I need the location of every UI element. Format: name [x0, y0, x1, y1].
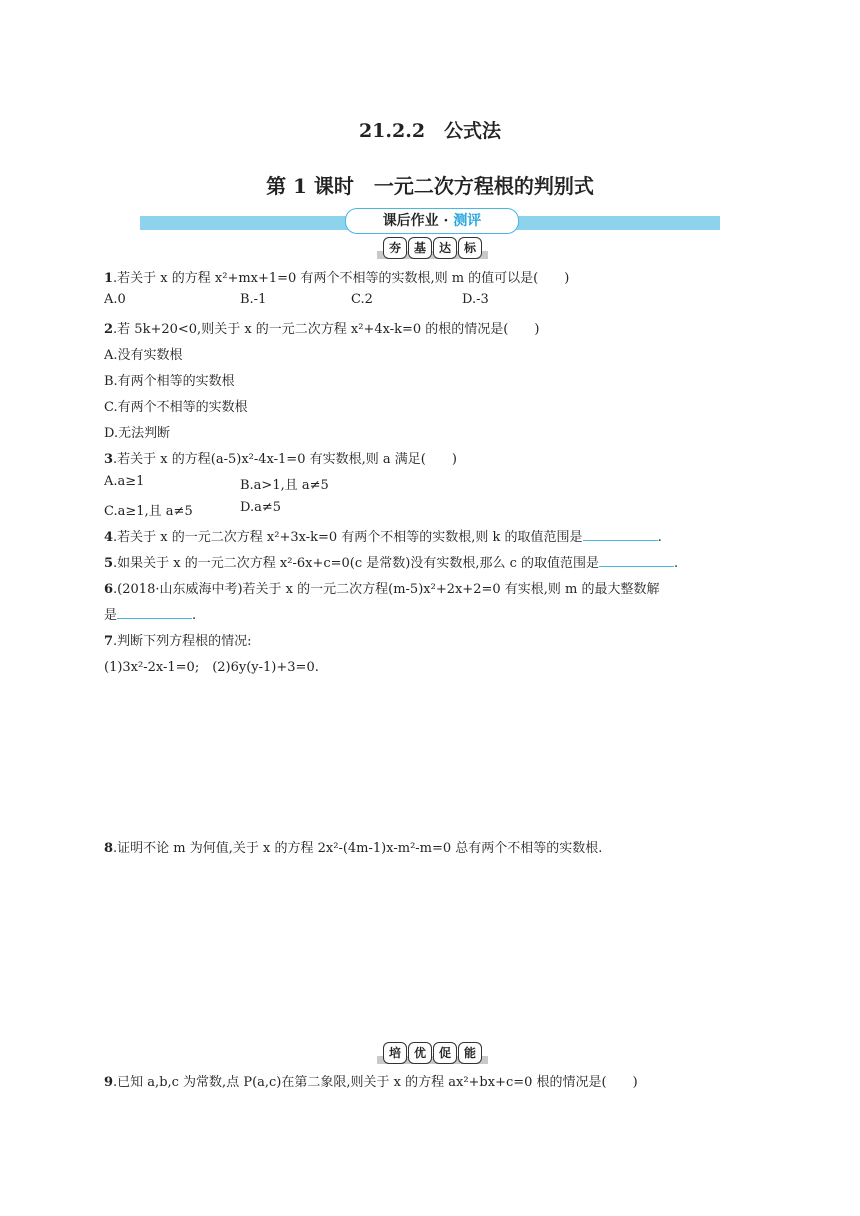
option-d: D.a≠5: [240, 500, 282, 515]
option-b: B.-1: [240, 292, 267, 307]
header-char: 促: [433, 1042, 457, 1064]
question-6: [104, 578, 660, 597]
option-c: C.a≥1,且 a≠5: [104, 504, 193, 519]
question-6-line-2: [104, 604, 196, 623]
option-d: D.-3: [462, 292, 489, 307]
question-text: .(2018·山东威海中考)若关于 x 的一元二次方程(m-5)x²+2x+2=0 有实根,则 m 的最大整数解: [113, 582, 660, 597]
question-text: .判断下列方程根的情况:: [113, 634, 252, 649]
question-number: 5: [104, 556, 114, 571]
question-8: [104, 837, 602, 856]
advanced-section-header: [383, 1042, 482, 1064]
question-tail: .: [192, 608, 197, 623]
option-a: A.a≥1: [104, 474, 145, 489]
answer-blank[interactable]: [117, 606, 192, 619]
question-text: .若 5k+20<0,则关于 x 的一元二次方程 x²+4x-k=0 的根的情况是( ): [113, 322, 540, 337]
section-title: 21.2.2 公式法: [358, 120, 502, 142]
question-number: 4: [104, 530, 114, 545]
header-char: 优: [408, 1042, 432, 1064]
header-char: 培: [383, 1042, 407, 1064]
basic-section-header: [383, 237, 482, 259]
option-a: A.没有实数根: [104, 348, 183, 363]
question-3: [104, 448, 457, 467]
question-text: .若关于 x 的方程 x²+mx+1=0 有两个不相等的实数根,则 m 的值可以是( ): [113, 271, 570, 286]
question-text: .已知 a,b,c 为常数,点 P(a,c)在第二象限,则关于 x 的方程 ax²+bx+c=0 根的情况是( ): [113, 1075, 638, 1090]
header-char: 达: [433, 237, 457, 259]
question-4: [104, 526, 662, 545]
question-1: [104, 267, 569, 286]
question-7: [104, 630, 252, 649]
question-tail: .: [657, 530, 662, 545]
option-c: C.有两个不相等的实数根: [104, 400, 248, 415]
answer-blank[interactable]: [599, 554, 674, 567]
question-7-subparts: (1)3x²-2x-1=0; (2)6y(y-1)+3=0.: [104, 660, 319, 675]
question-text: 是: [104, 608, 118, 623]
option-a: A.0: [104, 292, 126, 307]
question-5: [104, 552, 678, 571]
question-number: 2: [104, 322, 114, 337]
homework-banner-accent: 测评: [453, 213, 482, 229]
question-text: .证明不论 m 为何值,关于 x 的方程 2x²-(4m-1)x-m²-m=0 总有两个不相等的实数根.: [113, 841, 603, 856]
question-number: 1: [104, 271, 114, 286]
homework-banner-text: 课后作业 ·: [382, 213, 454, 229]
answer-blank[interactable]: [583, 528, 658, 541]
homework-banner: [345, 208, 519, 234]
lesson-title: 第 1 课时 一元二次方程根的判别式: [266, 174, 594, 198]
question-2: [104, 318, 539, 337]
option-d: D.无法判断: [104, 426, 171, 441]
question-text: .如果关于 x 的一元二次方程 x²-6x+c=0(c 是常数)没有实数根,那么 c 的取值范围是: [113, 556, 600, 571]
question-number: 9: [104, 1075, 114, 1090]
question-text: .若关于 x 的一元二次方程 x²+3x-k=0 有两个不相等的实数根,则 k 的取值范围是: [113, 530, 583, 545]
option-b: B.有两个相等的实数根: [104, 374, 235, 389]
option-b: B.a>1,且 a≠5: [240, 478, 329, 493]
question-number: 6: [104, 582, 114, 597]
question-9: [104, 1071, 638, 1090]
question-number: 8: [104, 841, 114, 856]
header-char: 夯: [383, 237, 407, 259]
header-char: 标: [458, 237, 482, 259]
question-tail: .: [674, 556, 679, 571]
question-number: 3: [104, 452, 114, 467]
header-char: 能: [458, 1042, 482, 1064]
option-c: C.2: [351, 292, 373, 307]
question-text: .若关于 x 的方程(a-5)x²-4x-1=0 有实数根,则 a 满足( ): [113, 452, 457, 467]
header-char: 基: [408, 237, 432, 259]
question-number: 7: [104, 634, 114, 649]
